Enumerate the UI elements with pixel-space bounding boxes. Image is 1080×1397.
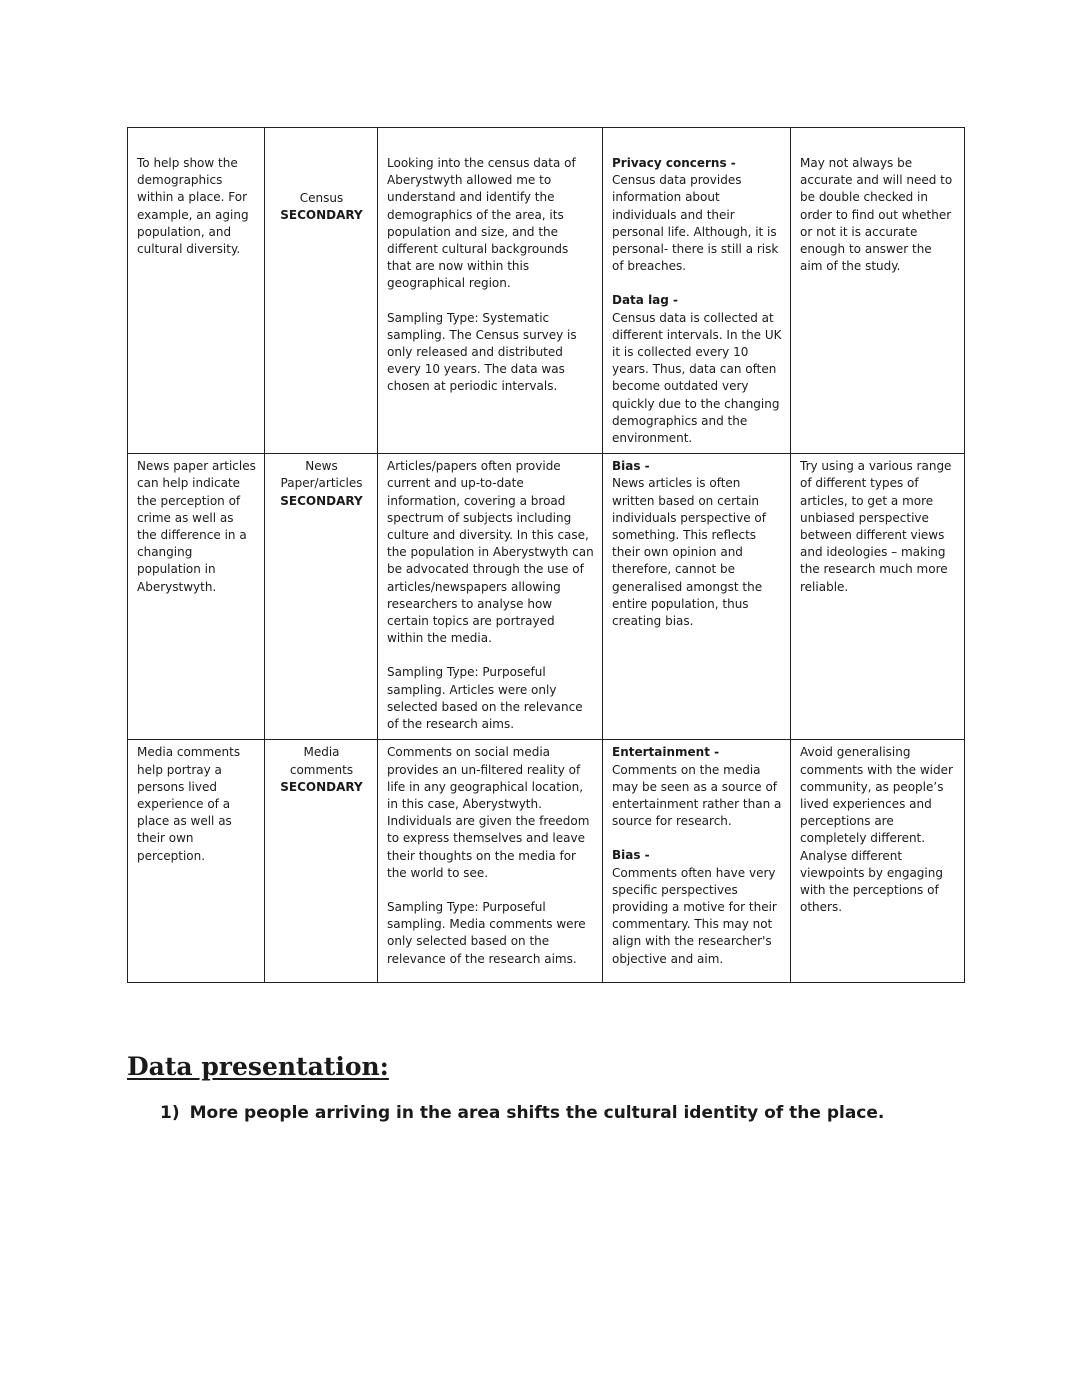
limitation-heading: Entertainment -: [612, 745, 720, 760]
improvement-cell: [791, 454, 965, 740]
source-name: Media comments: [289, 745, 354, 777]
limitation-text: Comments often have very specific perspectives providing a motive for their commentary. This may not align with the researcher's objective and aim.: [612, 865, 777, 966]
description-cell: [378, 454, 603, 740]
limitation-heading: Bias -: [612, 848, 650, 863]
description-text: Looking into the census data of Aberystwyth allowed me to understand and identify the demographics of the area, its population and size, and the different cultural backgrounds that are now within this geographical region.: [387, 156, 576, 291]
limitation-text: Census data provides information about individuals and their personal life. Although, it is personal- there is still a risk of breaches.: [612, 173, 779, 274]
purpose-cell: [128, 740, 265, 982]
table-row: [128, 740, 965, 982]
source-cell: [265, 128, 378, 454]
limitation-heading: Data lag -: [612, 293, 679, 308]
source-cell: [265, 454, 378, 740]
hypothesis-number: 1): [160, 1103, 180, 1123]
limitation-heading: Bias -: [612, 459, 650, 474]
purpose-text: To help show the demographics within a place. For example, an aging population, and cultural diversity.: [137, 156, 249, 257]
source-name: Census: [299, 191, 344, 205]
sampling-text: Sampling Type: Systematic sampling. The Census survey is only released and distributed every 10 years. The data was chosen at periodic intervals.: [387, 310, 577, 394]
table-row: [128, 454, 965, 740]
limitations-cell: [603, 740, 791, 982]
purpose-cell: [128, 454, 265, 740]
improvement-text: May not always be accurate and will need to be double checked in order to find out whether or not it is accurate enough to answer the aim of the study.: [800, 156, 953, 274]
description-cell: [378, 740, 603, 982]
limitation-heading: Privacy concerns -: [612, 156, 736, 170]
purpose-cell: [128, 128, 265, 454]
source-type: SECONDARY: [280, 493, 363, 508]
source-cell: [265, 740, 378, 982]
purpose-text: Media comments help portray a persons lived experience of a place as well as their own perception.: [137, 745, 241, 863]
description-text: Comments on social media provides an un-filtered reality of life in any geographical location, in this case, Aberystwyth. Individuals are given the freedom to express themselves and leave their thoughts on the media for the world to see.: [387, 745, 590, 880]
section-title: Data presentation:: [127, 1052, 389, 1081]
methodology-table: [127, 127, 965, 983]
description-cell: [378, 128, 603, 454]
improvement-cell: [791, 740, 965, 982]
improvement-cell: [791, 128, 965, 454]
table-row: [128, 128, 965, 454]
limitation-text: Census data is collected at different intervals. In the UK it is collected every 10 years. Thus, data can often become outdated very quickly due to the changing demographics and the environment.: [612, 310, 782, 446]
source-name: News Paper/articles: [280, 459, 363, 491]
improvement-text: Try using a various range of different types of articles, to get a more unbiased perspective between different views and ideologies – making the research much more reliable.: [800, 459, 952, 594]
hypothesis-text: More people arriving in the area shifts the cultural identity of the place.: [189, 1103, 885, 1123]
hypothesis-item: [160, 1103, 884, 1123]
improvement-text: Avoid generalising comments with the wider community, as people’s lived experiences and perceptions are completely different. Analyse different viewpoints by engaging with the perceptions of others.: [800, 745, 953, 915]
limitations-cell: [603, 128, 791, 454]
source-type: SECONDARY: [280, 779, 363, 794]
description-text: Articles/papers often provide current and up-to-date information, covering a broad spectrum of subjects including culture and diversity. In this case, the population in Aberystwyth can be advocated through the use of articles/newspapers allowing researchers to analyse how certain topics are portrayed within the media.: [387, 459, 594, 646]
source-type: SECONDARY: [280, 208, 363, 223]
limitation-text: Comments on the media may be seen as a source of entertainment rather than a source for research.: [612, 762, 782, 829]
limitations-cell: [603, 454, 791, 740]
sampling-text: Sampling Type: Purposeful sampling. Media comments were only selected based on the relevance of the research aims.: [387, 899, 586, 966]
purpose-text: News paper articles can help indicate the perception of crime as well as the difference in a changing population in Aberystwyth.: [137, 459, 256, 594]
limitation-text: News articles is often written based on certain individuals perspective of something. This reflects their own opinion and therefore, cannot be generalised amongst the entire population, thus creating bias.: [612, 476, 766, 629]
sampling-text: Sampling Type: Purposeful sampling. Articles were only selected based on the relevance of the research aims.: [387, 665, 583, 732]
